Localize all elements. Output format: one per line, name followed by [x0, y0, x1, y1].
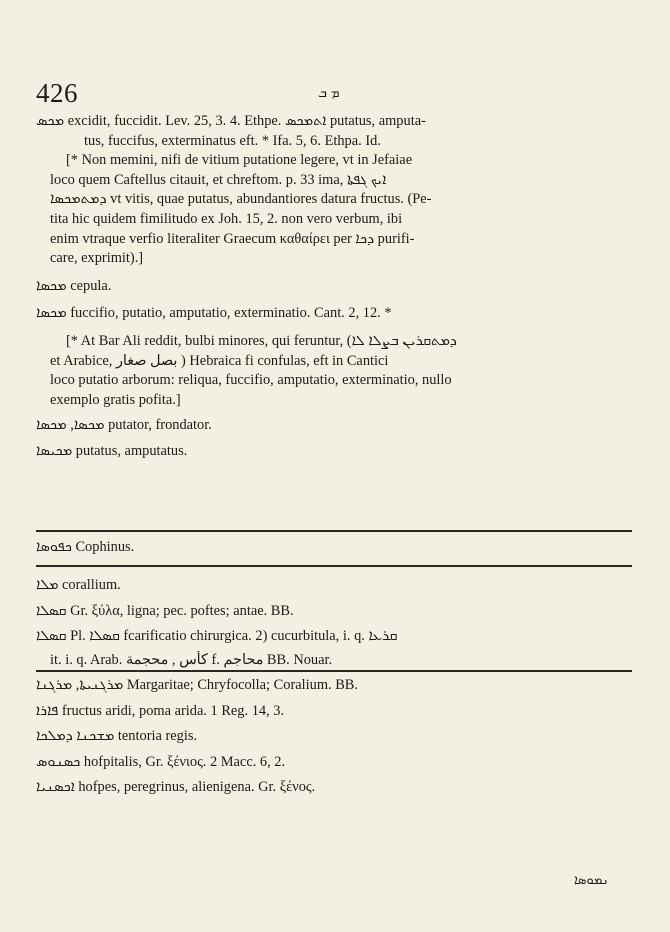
text-line: [* At Bar Ali reddit, bulbi minores, qui feruntur, (ܕܡܬܩܪܝܢ ܒܨܠܐ ܠܐ	[66, 332, 457, 349]
text-line: tita hic quidem fimilitudo ex Joh. 15, 2. non vero verbum, ibi	[50, 210, 403, 227]
catchword: ܢܡܘܣܐ	[574, 873, 609, 888]
text-line: ܡܪܓܢܝܬܐ, ܡܪܓܢܐ Margaritae; Chryfocolla; Coralium. BB.	[36, 677, 358, 693]
text-line: care, exprimit).]	[50, 250, 144, 267]
section-rule	[36, 565, 632, 567]
entry-middle	[36, 538, 628, 558]
text-line: ܡܟܝܣܐ putatus, amputatus.	[36, 442, 188, 459]
text-line: ܡܟܣܐ fuccifio, putatio, amputatio, exterminatio. Cant. 2, 12. *	[36, 305, 392, 322]
entries-bottom	[36, 676, 628, 798]
text-line: ܦܐܪܐ fructus aridi, poma arida. 1 Reg. 14, 3.	[36, 702, 285, 719]
text-line: tus, fuccifus, exterminatus eft. * Ifa. 5, 6. Ethpa. Id.	[84, 132, 381, 149]
entries-lower	[36, 576, 628, 670]
page-number: 426	[36, 78, 78, 108]
text-line: ܩܣܠܐ Gr. ξύλα, ligna; pec. poftes; antae. BB.	[36, 602, 294, 619]
section-rule	[36, 530, 632, 532]
text-line: loco putatio arborum: reliqua, fuccifio, amputatio, exterminatio, nullo	[50, 372, 452, 389]
text-line: ܩܣܠܐ Pl. ܩܣܠܐ fcarificatio chirurgica. 2) cucurbitula, i. q. ܩܪܥܐ	[36, 628, 398, 645]
text-line: ܡܠܐ corallium.	[36, 577, 121, 593]
text-line: ܡܟܣܐ cepula.	[36, 277, 112, 294]
text-line: ܟܣܢܘܣ hofpitalis, Gr. ξένιος. 2 Macc. 6, 2.	[36, 753, 286, 770]
text-line: ܡܫܟܢܐ ܕܡܠܟܐ tentoria regis.	[36, 728, 198, 745]
text-line: ܕܡܬܡܟܣܐ vt vitis, quae putatus, abundantiores datura fructus. (Pe-	[50, 191, 432, 208]
text-line: ܡܟܣܐ, ܡܟܣܐ putator, frondator.	[36, 417, 212, 434]
text-line: ܟܦܘܣܐ Cophinus.	[36, 539, 135, 555]
text-line: [* Non memini, nifi de vitium putatione legere, vt in Jefaiae	[66, 152, 413, 169]
text-line: ܡܟܣ excidit, fuccidit. Lev. 25, 3. 4. Ethpe. ܐܬܡܟܣ putatus, amputa-	[36, 113, 426, 129]
text-line: exemplo gratis pofita.]	[50, 391, 181, 408]
text-line: ܐܟܣܢܝܐ hofpes, peregrinus, alienigena. Gr. ξένος.	[36, 779, 316, 796]
text-line: et Arabice, بصل صغار ) Hebraica fi confulas, eft in Cantici	[50, 352, 389, 369]
text-line: enim vtraque verfio literaliter Graecum καθαίρει per ܕܟܐ purifi-	[50, 230, 415, 247]
section-rule	[36, 670, 632, 672]
text-line: loco quem Caftellus citauit, et chreftom. p. 33 ima, ܐܝܟ ܓܦܬܐ	[50, 171, 387, 188]
running-head: ܡ ܒ	[318, 86, 340, 101]
text-line: it. i. q. Arab. كأس , محجمة f. محاجم BB. Nouar.	[50, 651, 333, 668]
entries-top	[36, 112, 628, 462]
